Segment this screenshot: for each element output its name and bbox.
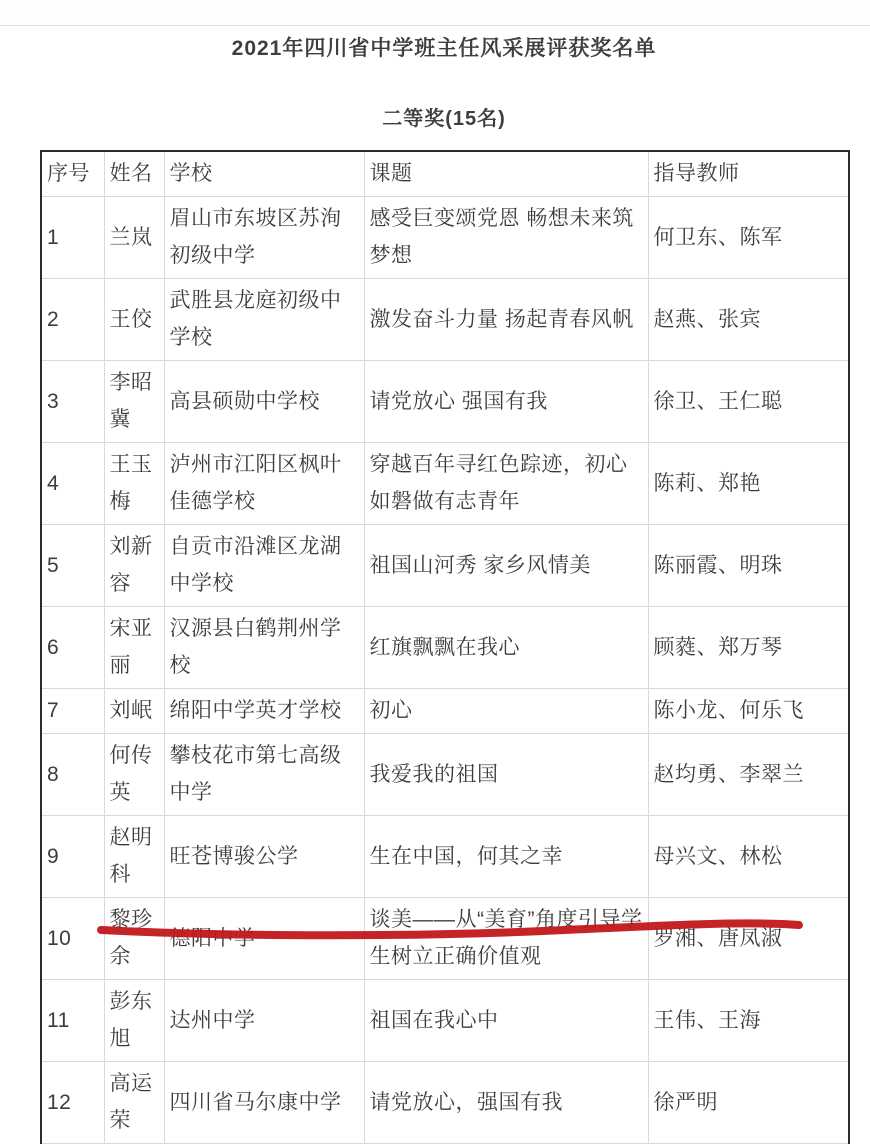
cell-no: 10 [41,898,104,980]
cell-school: 武胜县龙庭初级中学校 [164,279,364,361]
cell-teachers: 何卫东、陈军 [648,197,849,279]
cell-teachers: 徐卫、王仁聪 [648,361,849,443]
cell-teachers: 陈莉、郑艳 [648,443,849,525]
cell-teachers: 徐严明 [648,1062,849,1144]
cell-name: 宋亚丽 [104,607,164,689]
table-row [41,361,849,443]
header-school: 学校 [164,151,364,197]
table-header-row [41,151,849,197]
table-row [41,443,849,525]
table-row [41,980,849,1062]
cell-no: 5 [41,525,104,607]
cell-school: 汉源县白鹤荆州学校 [164,607,364,689]
cell-school: 绵阳中学英才学校 [164,689,364,734]
cell-no: 4 [41,443,104,525]
cell-name: 何传英 [104,734,164,816]
header-no: 序号 [41,151,104,197]
cell-name: 彭东旭 [104,980,164,1062]
cell-name: 刘岷 [104,689,164,734]
cell-topic: 祖国在我心中 [364,980,648,1062]
award-tier-subtitle: 二等奖(15名) [382,108,506,130]
award-table [40,150,850,1144]
cell-no: 7 [41,689,104,734]
cell-no: 12 [41,1062,104,1144]
table-row [41,1062,849,1144]
cell-topic: 感受巨变颂党恩 畅想未来筑梦想 [364,197,648,279]
cell-teachers: 陈小龙、何乐飞 [648,689,849,734]
cell-school: 达州中学 [164,980,364,1062]
cell-teachers: 王伟、王海 [648,980,849,1062]
cell-no: 9 [41,816,104,898]
cell-topic: 谈美——从“美育”角度引导学生树立正确价值观 [364,898,648,980]
cell-topic: 激发奋斗力量 扬起青春风帆 [364,279,648,361]
cell-no: 2 [41,279,104,361]
table-row [41,525,849,607]
cell-school: 高县硕勋中学校 [164,361,364,443]
page-title: 2021年四川省中学班主任风采展评获奖名单 [231,37,657,60]
cell-topic: 初心 [364,689,648,734]
cell-topic: 生在中国，何其之幸 [364,816,648,898]
cell-school: 攀枝花市第七高级中学 [164,734,364,816]
cell-name: 高运荣 [104,1062,164,1144]
cell-school: 德阳中学 [164,898,364,980]
table-row [41,197,849,279]
cell-school: 泸州市江阳区枫叶佳德学校 [164,443,364,525]
table-row [41,689,849,734]
cell-name: 李昭冀 [104,361,164,443]
cell-name: 王佼 [104,279,164,361]
table-row [41,607,849,689]
header-teachers: 指导教师 [648,151,849,197]
cell-topic: 请党放心，强国有我 [364,1062,648,1144]
cell-topic: 穿越百年寻红色踪迹，初心如磐做有志青年 [364,443,648,525]
cell-school: 眉山市东坡区苏洵初级中学 [164,197,364,279]
table-row [41,734,849,816]
cell-teachers: 陈丽霞、明珠 [648,525,849,607]
cell-topic: 祖国山河秀 家乡风情美 [364,525,648,607]
cell-teachers: 赵燕、张宾 [648,279,849,361]
cell-teachers: 母兴文、林松 [648,816,849,898]
cell-name: 王玉梅 [104,443,164,525]
header-topic: 课题 [364,151,648,197]
cell-no: 8 [41,734,104,816]
cell-topic: 请党放心 强国有我 [364,361,648,443]
cell-no: 11 [41,980,104,1062]
cell-name: 刘新容 [104,525,164,607]
cell-teachers: 顾蕤、郑万琴 [648,607,849,689]
top-divider [0,0,870,26]
cell-teachers: 罗湘、唐凤淑 [648,898,849,980]
table-row [41,898,849,980]
cell-name: 赵明科 [104,816,164,898]
cell-school: 自贡市沿滩区龙湖中学校 [164,525,364,607]
table-row [41,816,849,898]
cell-topic: 我爱我的祖国 [364,734,648,816]
table-row [41,279,849,361]
cell-name: 兰岚 [104,197,164,279]
cell-school: 旺苍博骏公学 [164,816,364,898]
cell-school: 四川省马尔康中学 [164,1062,364,1144]
cell-topic: 红旗飘飘在我心 [364,607,648,689]
header-name: 姓名 [104,151,164,197]
cell-no: 6 [41,607,104,689]
cell-no: 3 [41,361,104,443]
cell-no: 1 [41,197,104,279]
cell-teachers: 赵均勇、李翠兰 [648,734,849,816]
cell-name: 黎珍余 [104,898,164,980]
